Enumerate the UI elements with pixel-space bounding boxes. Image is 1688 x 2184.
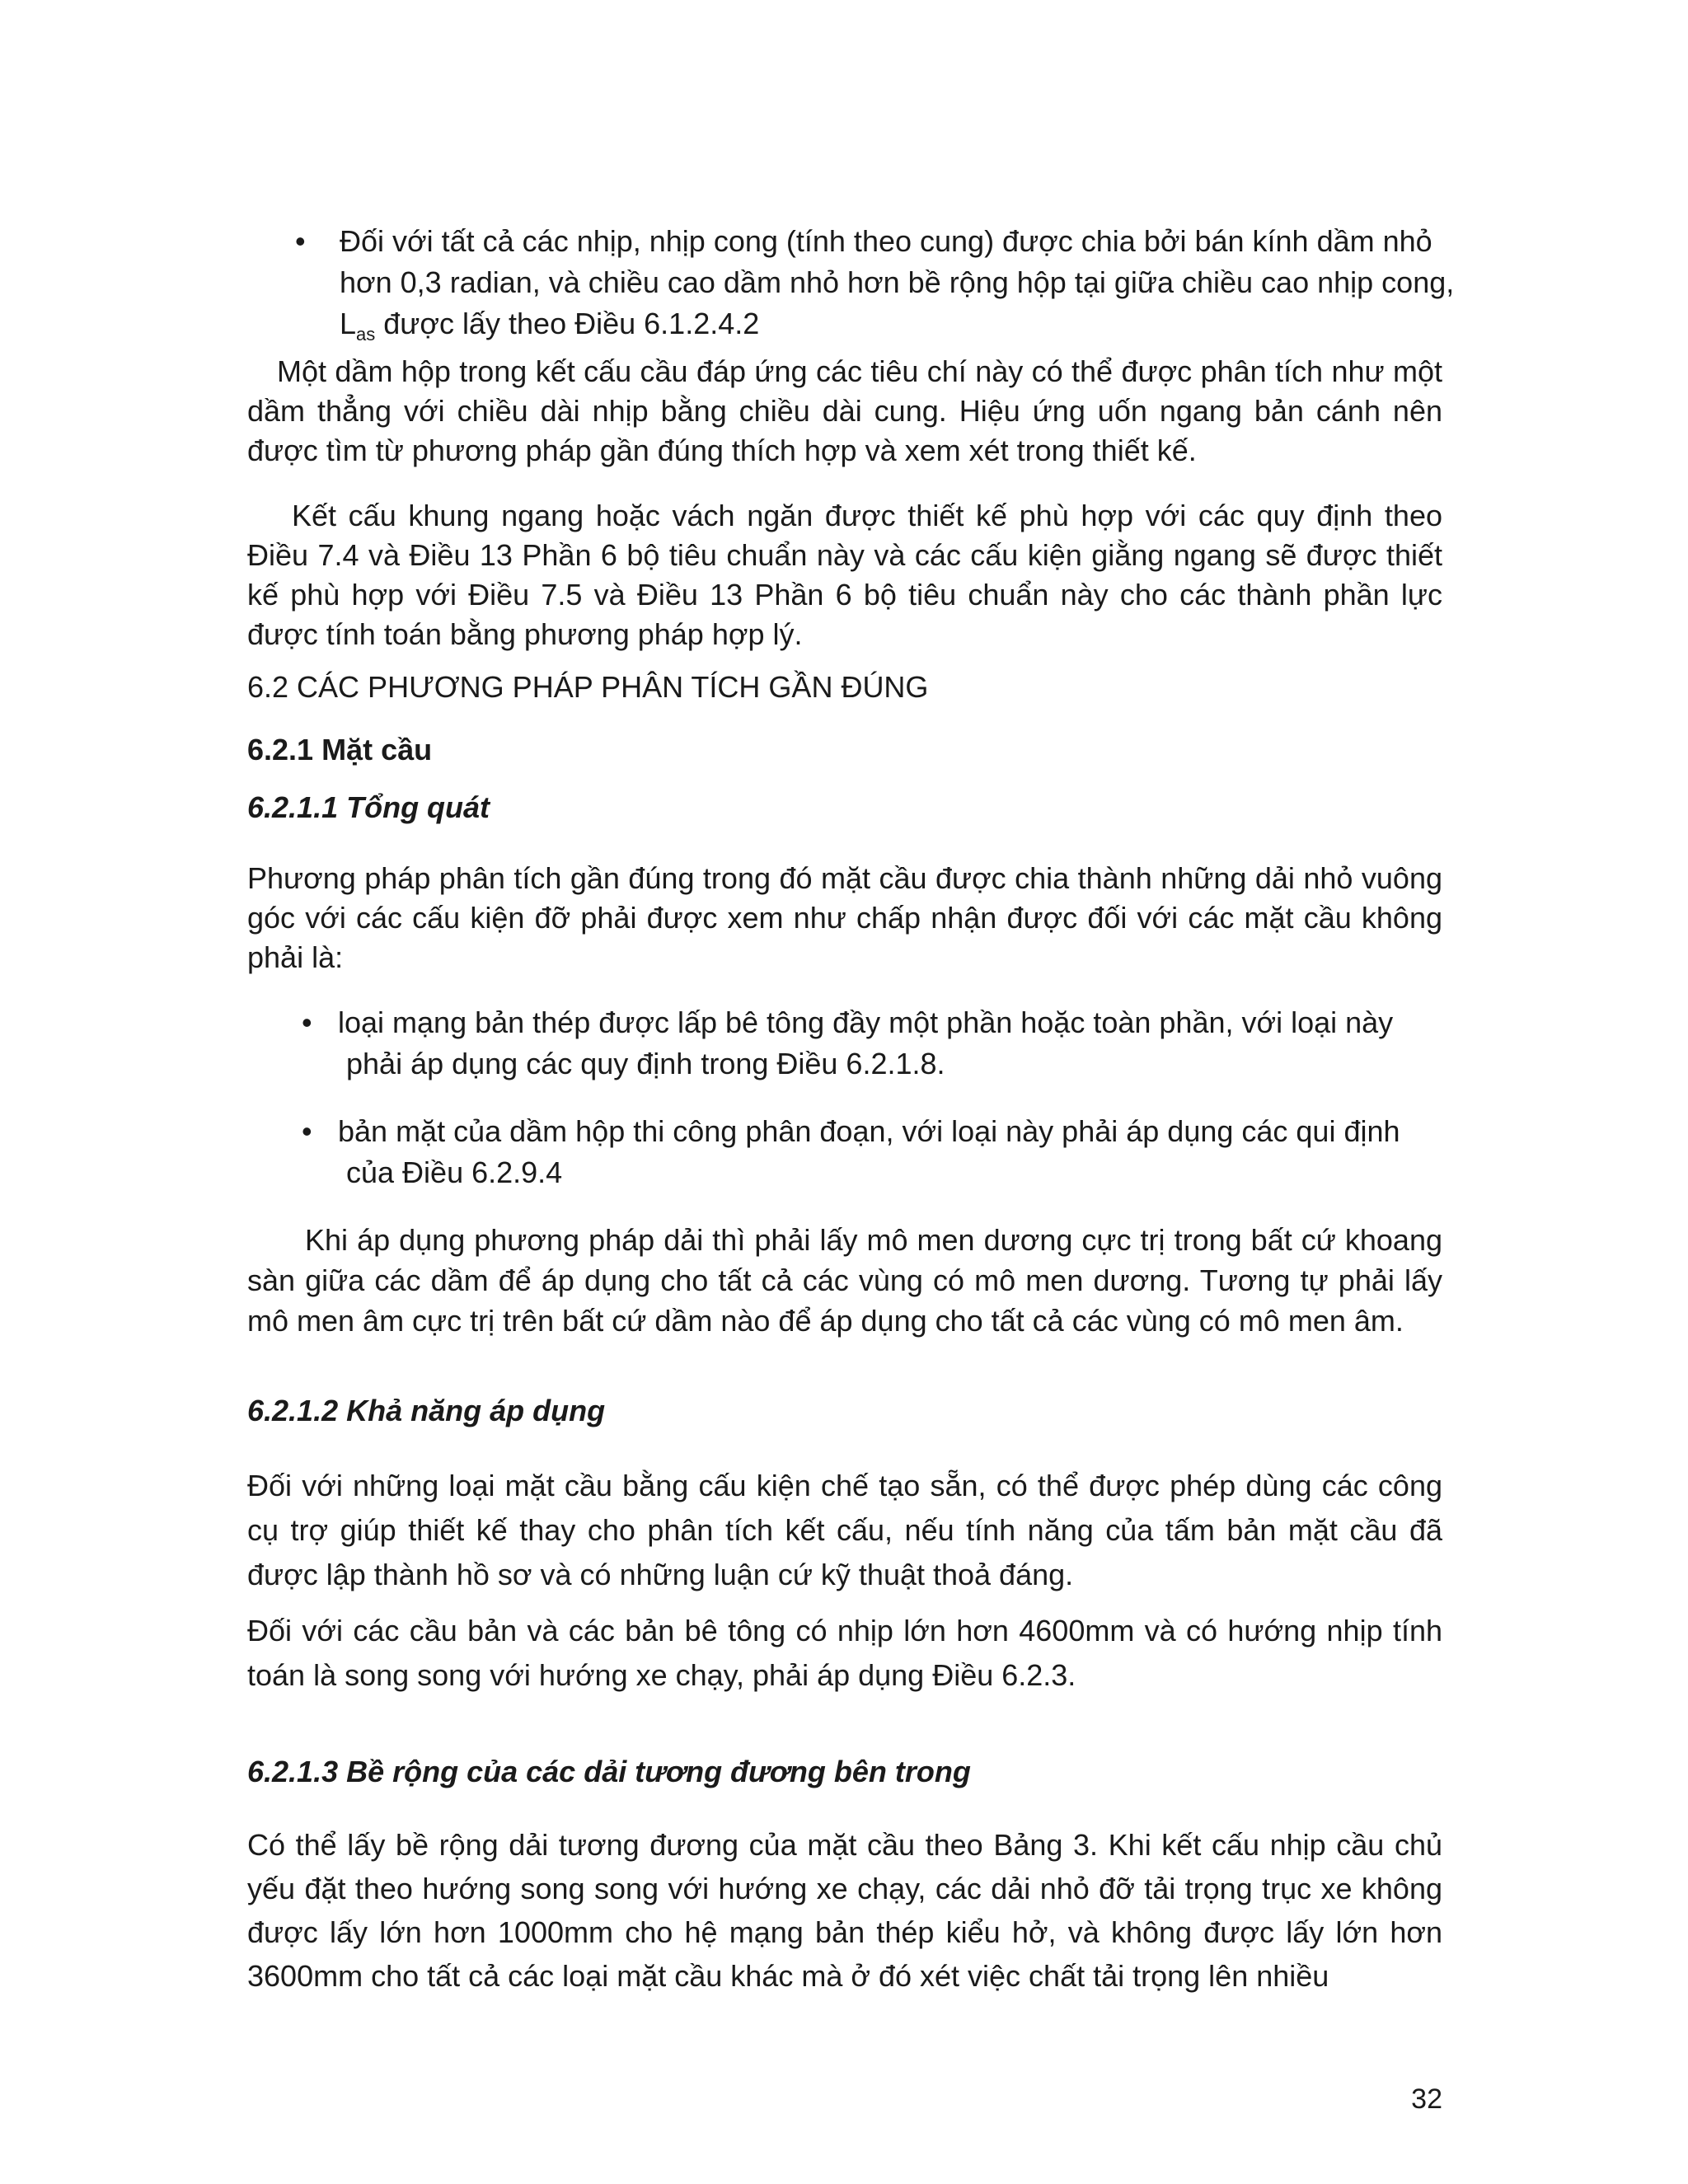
- section-heading: 6.2.1.2 Khả năng áp dụng: [247, 1394, 606, 1427]
- bullet-item-box-girder: [247, 1111, 1533, 1193]
- bullet-line: Đối với tất cả các nhịp, nhịp cong (tính theo cung) được chia bởi bán kính dầm nhỏ: [340, 224, 1432, 258]
- paragraph: Khi áp dụng phương pháp dải thì phải lấy mô men dương cực trị trong bất cứ khoang sàn giữa các dầm để áp dụng cho tất cả các vùng có mô men dương. Tương tự phải lấy mô men âm cực trị trên bất cứ dầm nào để áp dụng cho tất cả các vùng có mô men âm.: [247, 1223, 1442, 1338]
- symbol-subscript: as: [356, 324, 376, 344]
- bullet-line: bản mặt của dầm hộp thi công phân đoạn, với loại này phải áp dụng các qui định: [338, 1114, 1400, 1148]
- bullet-item-curved-span: [247, 221, 1535, 355]
- paragraph: Có thể lấy bề rộng dải tương đương của mặt cầu theo Bảng 3. Khi kết cấu nhịp cầu chủ yếu đặt theo hướng song song với hướng xe chạy, các dải nhỏ đỡ tải trọng trục xe không được lấy lớn hơn 1000mm cho hệ mạng bản thép kiểu hở, và không được lấy lớn hơn 3600mm cho tất cả các loại mặt cầu khác mà ở đó xét việc chất tải trọng lên nhiều: [247, 1828, 1442, 1993]
- section-heading: 6.2 CÁC PHƯƠNG PHÁP PHÂN TÍCH GẦN ĐÚNG: [247, 670, 929, 704]
- bullet-line: [340, 303, 1535, 355]
- bullet-dot: •: [295, 224, 306, 258]
- section-heading: 6.2.1.1 Tổng quát: [247, 790, 490, 824]
- page-number: 32: [1411, 2083, 1442, 2115]
- bullet-line-rest: được lấy theo Điều 6.1.2.4.2: [375, 307, 760, 340]
- symbol-L: L: [340, 307, 357, 340]
- paragraph: Đối với các cầu bản và các bản bê tông có nhịp lớn hơn 4600mm và có hướng nhịp tính toán là song song với hướng xe chạy, phải áp dụng Điều 6.2.3.: [247, 1614, 1442, 1692]
- bullet-dot: •: [302, 1005, 312, 1039]
- bullet-item-steel-grid: [247, 1002, 1533, 1085]
- section-heading: 6.2.1 Mặt cầu: [247, 733, 433, 766]
- paragraph: Kết cấu khung ngang hoặc vách ngăn được thiết kế phù hợp với các quy định theo Điều 7.4 và Điều 13 Phần 6 bộ tiêu chuẩn này và các cấu kiện giằng ngang sẽ được thiết kế phù hợp với Điều 7.5 và Điều 13 Phần 6 bộ tiêu chuẩn này cho các thành phần lực được tính toán bằng phương pháp hợp lý.: [247, 499, 1442, 651]
- paragraph: Phương pháp phân tích gần đúng trong đó mặt cầu được chia thành những dải nhỏ vuông góc với các cấu kiện đỡ phải được xem như chấp nhận được đối với các mặt cầu không phải là:: [247, 861, 1442, 974]
- bullet-line: hơn 0,3 radian, và chiều cao dầm nhỏ hơn bề rộng hộp tại giữa chiều cao nhịp cong,: [340, 265, 1455, 299]
- paragraph: Đối với những loại mặt cầu bằng cấu kiện chế tạo sẵn, có thể được phép dùng các công cụ trợ giúp thiết kế thay cho phân tích kết cấu, nếu tính năng của tấm bản mặt cầu đã được lập thành hồ sơ và có những luận cứ kỹ thuật thoả đáng.: [247, 1469, 1442, 1591]
- section-heading: 6.2.1.3 Bề rộng của các dải tương đương bên trong: [247, 1755, 971, 1788]
- bullet-line: phải áp dụng các quy định trong Điều 6.2.1.8.: [346, 1047, 945, 1080]
- bullet-line: của Điều 6.2.9.4: [346, 1155, 563, 1189]
- bullet-dot: •: [302, 1114, 312, 1148]
- paragraph: Một dầm hộp trong kết cấu cầu đáp ứng các tiêu chí này có thể được phân tích như một dầm thẳng với chiều dài nhịp bằng chiều dài cung. Hiệu ứng uốn ngang bản cánh nên được tìm từ phương pháp gần đúng thích hợp và xem xét trong thiết kế.: [247, 354, 1442, 467]
- bullet-line: loại mạng bản thép được lấp bê tông đầy một phần hoặc toàn phần, với loại này: [338, 1005, 1394, 1039]
